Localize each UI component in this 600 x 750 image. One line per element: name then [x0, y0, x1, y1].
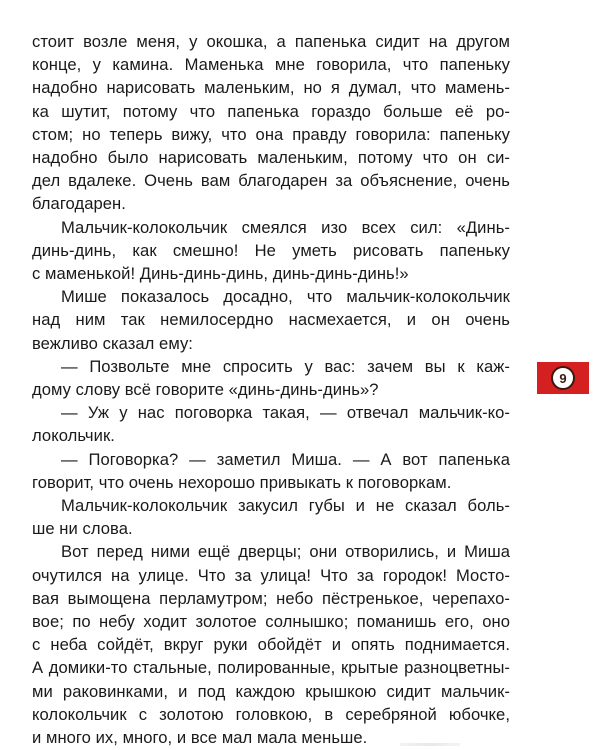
text-line: стоит возле меня, у окошка, а папенька сидит на другом: [32, 32, 510, 51]
text-line: очутился на улице. Что за улица! Что за городок! Мосто-: [32, 565, 510, 585]
text-line: колокольчик с золотою головкою, в серебряной юбочке,: [32, 704, 510, 724]
text-line: вежливо сказал ему:: [32, 333, 193, 353]
paper-scuff: [400, 743, 460, 746]
text-line: Мальчик-колокольчик закусил губы и не сказал боль-: [61, 496, 510, 516]
text-line: А домики-то стальные, полированные, крытые разноцветны-: [32, 658, 510, 678]
text-line: Мальчик-колокольчик смеялся изо всех сил: «Динь-: [61, 217, 510, 237]
text-line: ми раковинками, и под каждою крышкою сидит мальчик-: [32, 681, 510, 701]
text-line: дел вдалеке. Очень вам благодарен за объяснение, очень: [32, 171, 510, 191]
text-line: ше ни слова.: [32, 519, 133, 539]
text-line: над ним так немилосердно насмехается, и он очень: [32, 310, 510, 330]
text-line: благодарен.: [32, 194, 126, 214]
text-line: надобно нарисовать маленьким, но я думал, что мамень-: [32, 78, 510, 98]
text-line: — Поговорка? — заметил Миша. — А вот папенька: [61, 449, 510, 469]
text-line: Вот перед ними ещё дверцы; они отворились, и Миша: [61, 542, 510, 562]
text-line: говорит, что очень нехорошо привыкать к поговоркам.: [32, 472, 452, 492]
text-line: с маменькой! Динь-динь-динь, динь-динь-динь!»: [32, 264, 409, 284]
text-line: вое; по небу ходит золотое солнышко; поманишь его, оно: [32, 612, 510, 632]
text-line: стом; но теперь вижу, что она правду говорила: папеньку: [32, 124, 510, 144]
text-line: локольчик.: [32, 426, 115, 446]
text-line: Мише показалось досадно, что мальчик-колокольчик: [61, 287, 510, 307]
page-number: 9: [551, 366, 575, 390]
text-line: динь-динь, как смешно! Не уметь рисовать папеньку: [32, 240, 510, 260]
text-line: и много их, много, и все мал мала меньше.: [32, 728, 368, 748]
body-text: [32, 30, 510, 749]
text-line: с неба сойдёт, вкруг руки обойдёт и опять поднимается.: [32, 635, 510, 655]
page-number-badge: [537, 362, 589, 394]
text-line: ка шутит, потому что папенька гораздо больше её ро-: [32, 101, 510, 121]
text-line: дому слову всё говорите «динь-динь-динь»?: [32, 380, 379, 400]
text-line: — Позвольте мне спросить у вас: зачем вы к каж-: [61, 356, 510, 376]
text-line: конце, у камина. Маменька мне говорила, что папеньку: [32, 55, 510, 75]
text-line: — Уж у нас поговорка такая, — отвечал мальчик-ко-: [61, 403, 510, 423]
text-line: надобно было нарисовать маленьким, потому что он си-: [32, 148, 510, 168]
text-line: вая вымощена перламутром; небо пёстренькое, черепахо-: [32, 588, 510, 608]
